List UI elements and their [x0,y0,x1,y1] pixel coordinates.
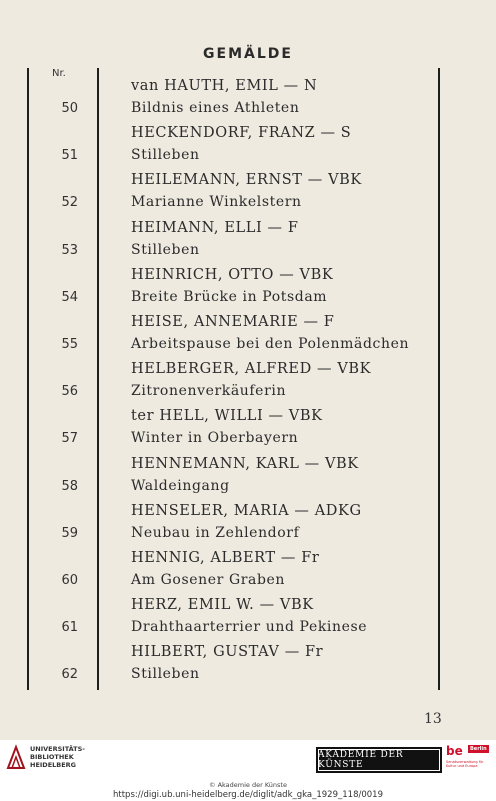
catalog-number: 50 [61,101,78,116]
work-title: Stilleben [131,666,200,683]
artist-name: HILBERT, GUSTAV — Fr [131,644,324,661]
catalog-number: 60 [61,572,78,588]
work-title: Zitronenverkäuferin [131,383,287,400]
catalog-entry [0,314,496,361]
university-library-name[interactable]: UNIVERSITÄTS- BIBLIOTHEK HEIDELBERG [30,745,85,769]
catalog-entry [0,78,496,125]
artist-name: HEIMANN, ELLI — F [131,219,299,236]
artist-name: HELBERGER, ALFRED — VBK [131,361,372,378]
page-number: 13 [424,711,442,727]
catalog-entries [0,78,496,691]
akademie-logo[interactable]: AKADEMIE DER KÜNSTE [316,747,442,773]
catalog-number: 52 [61,195,78,211]
work-title: Marianne Winkelstern [131,194,302,211]
catalog-entry [0,125,496,172]
catalog-number: 59 [61,525,78,541]
work-title: Arbeitspause bei den Polenmädchen [131,335,410,352]
catalog-entry [0,361,496,408]
artist-name: HENSELER, MARIA — ADKG [131,502,362,519]
artist-name: HEISE, ANNEMARIE — F [131,313,335,330]
number-column-header: Nr. [52,68,66,79]
catalog-entry [0,644,496,691]
page-title: GEMÄLDE [203,46,293,62]
work-title: Waldeingang [131,477,230,494]
viewer-footer [0,740,496,801]
artist-name: HEILEMANN, ERNST — VBK [131,172,362,189]
catalog-number: 62 [61,667,78,683]
artist-name: ter HELL, WILLI — VBK [131,408,323,425]
work-title: Stilleben [131,241,200,258]
catalog-number: 54 [61,289,78,305]
catalog-entry [0,456,496,503]
work-title: Bildnis eines Athleten [131,100,300,116]
catalog-number: 53 [61,242,78,258]
permalink-url[interactable]: https://digi.ub.uni-heidelberg.de/diglit/adk_gka_1929_118/0019 [113,790,383,800]
berlin-badge: Berlin [470,746,487,752]
berlin-senate-logo[interactable] [446,744,492,774]
artist-name: HECKENDORF, FRANZ — S [131,125,352,142]
catalog-number: 55 [61,336,78,352]
catalog-entry [0,550,496,597]
catalog-entry [0,597,496,644]
artist-name: van HAUTH, EMIL — N [131,78,318,94]
artist-name: HENNIG, ALBERT — Fr [131,549,320,566]
work-title: Breite Brücke in Potsdam [131,288,328,305]
catalog-entry [0,267,496,314]
work-title: Stilleben [131,147,200,164]
berlin-logo-mark: be [446,744,463,758]
catalog-number: 61 [61,620,78,636]
work-title: Drahthaarterrier und Pekinese [131,619,368,636]
catalog-entry [0,172,496,219]
berlin-senate-caption: Senatsverwaltung für Kultur und Europa [446,760,484,768]
catalog-number: 56 [61,384,78,400]
artist-name: HENNEMANN, KARL — VBK [131,455,359,472]
catalog-number: 51 [61,148,78,164]
work-title: Neubau in Zehlendorf [131,524,300,541]
work-title: Winter in Oberbayern [131,430,299,447]
copyright-notice: © Akademie der Künste [209,781,287,789]
catalog-entry [0,503,496,550]
work-title: Am Gosener Graben [131,571,286,588]
catalog-entry [0,220,496,267]
artist-name: HERZ, EMIL W. — VBK [131,597,314,614]
catalog-entry [0,408,496,455]
catalog-number: 57 [61,431,78,447]
artist-name: HEINRICH, OTTO — VBK [131,266,334,283]
university-library-logo-icon[interactable] [6,744,26,770]
catalog-number: 58 [61,478,78,494]
